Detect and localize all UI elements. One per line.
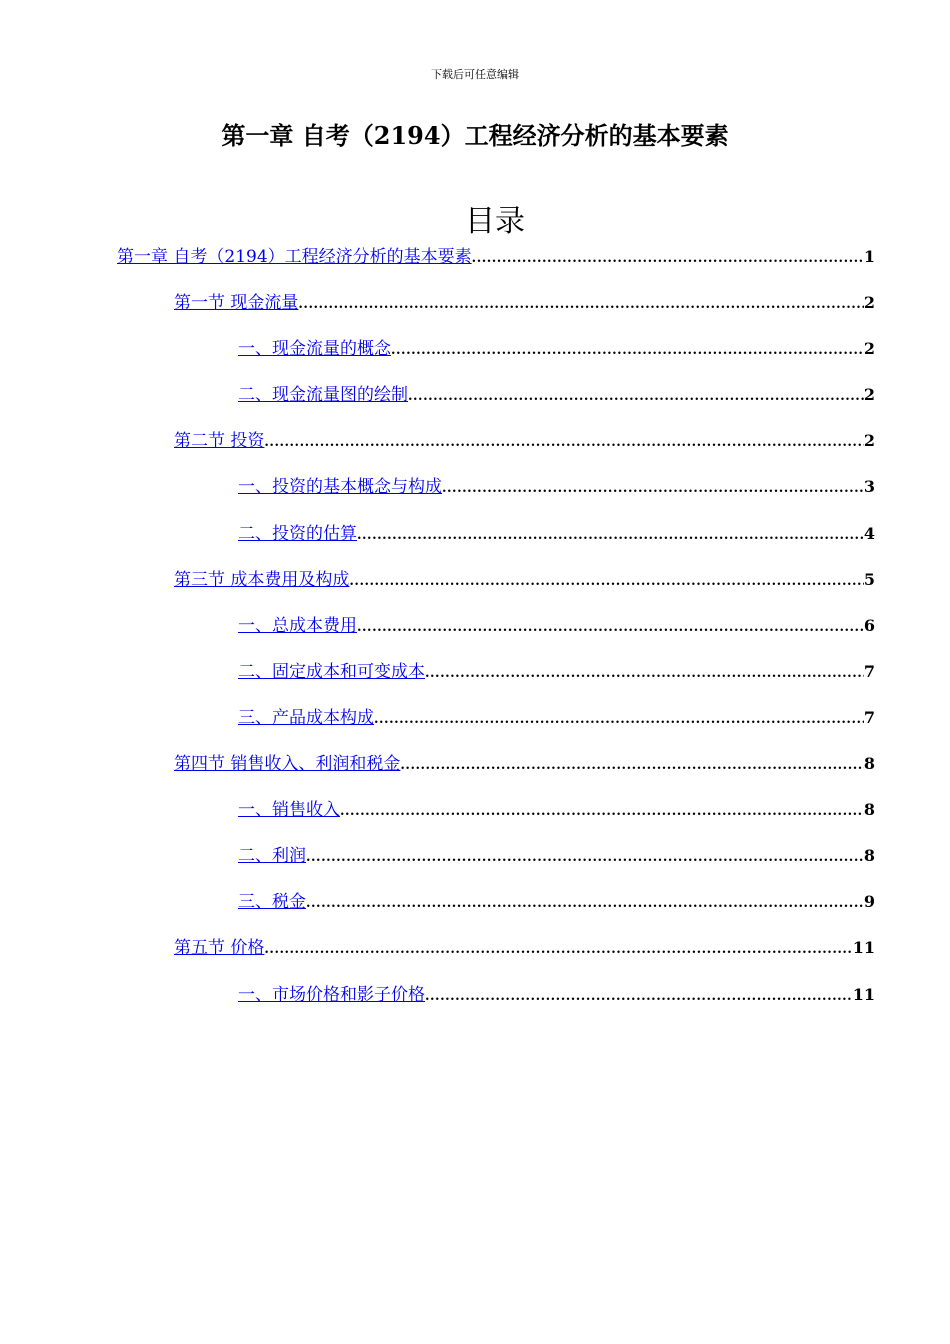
dot-leader [357,528,864,543]
toc-heading: 目录 [465,204,525,239]
toc-link[interactable]: 一、投资的基本概念与构成 [238,477,442,498]
toc-link[interactable]: 三、税金 [238,892,306,913]
dot-leader [442,481,864,496]
dot-leader [264,942,852,957]
toc-entry [0,841,950,887]
dot-leader [264,435,863,450]
toc-link[interactable]: 一、现金流量的概念 [238,339,391,360]
toc-page-number: 3 [863,477,875,497]
toc-entry [0,749,950,795]
dot-leader [472,251,864,266]
dot-leader [425,666,864,681]
dot-leader [349,574,863,589]
toc-page-number: 6 [863,615,875,635]
toc-link[interactable]: 第三节 成本费用及构成 [174,569,350,590]
toc-entry [0,795,950,841]
toc-page-number: 5 [863,569,875,589]
toc-page-number: 9 [863,892,875,912]
dot-leader [391,343,864,358]
toc-link[interactable]: 一、市场价格和影子价格 [238,984,425,1005]
toc-link[interactable]: 第二节 投资 [174,431,265,452]
toc-link[interactable]: 第五节 价格 [174,938,265,959]
toc-link[interactable]: 第四节 销售收入、利润和税金 [174,754,401,775]
toc-page-number: 7 [863,707,875,727]
document-title: 第一章 自考（2194）工程经济分析的基本要素 [221,121,729,150]
toc-page-number: 11 [852,938,875,958]
toc-page-number: 1 [863,247,875,266]
toc-link[interactable]: 三、产品成本构成 [238,707,374,728]
toc-entry [0,426,950,472]
toc-page-number: 2 [863,431,875,451]
toc-entry [0,611,950,657]
toc-link[interactable]: 二、现金流量图的绘制 [238,385,408,406]
toc-entry [0,472,950,518]
toc-entry [0,703,950,749]
toc-entry [0,519,950,565]
toc-link[interactable]: 第一节 现金流量 [174,293,299,314]
dot-leader [374,712,864,727]
table-of-contents [0,242,950,1026]
toc-entry [0,242,950,288]
toc-page-number: 8 [863,754,875,774]
toc-entry [0,887,950,933]
toc-link[interactable]: 二、固定成本和可变成本 [238,661,425,682]
toc-page-number: 4 [863,523,875,543]
toc-page-number: 2 [863,339,875,359]
toc-entry [0,980,950,1026]
dot-leader [400,758,863,773]
dot-leader [425,989,853,1004]
toc-link[interactable]: 一、总成本费用 [238,615,357,636]
toc-page-number: 8 [863,846,875,866]
toc-page-number: 11 [852,984,875,1004]
toc-page-number: 7 [863,661,875,681]
dot-leader [298,297,863,312]
toc-entry [0,288,950,334]
dot-leader [340,804,864,819]
dot-leader [306,850,864,865]
toc-entry [0,657,950,703]
header-note: 下载后可任意编辑 [431,68,519,81]
dot-leader [306,896,864,911]
dot-leader [357,620,864,635]
toc-entry [0,380,950,426]
toc-link[interactable]: 第一章 自考（2194）工程经济分析的基本要素 [117,247,472,267]
toc-page-number: 2 [863,385,875,405]
toc-entry [0,933,950,979]
toc-link[interactable]: 二、利润 [238,846,306,867]
toc-entry [0,565,950,611]
toc-entry [0,334,950,380]
toc-link[interactable]: 二、投资的估算 [238,523,357,544]
toc-page-number: 2 [863,293,875,313]
toc-link[interactable]: 一、销售收入 [238,800,340,821]
dot-leader [408,389,864,404]
toc-page-number: 8 [863,800,875,820]
